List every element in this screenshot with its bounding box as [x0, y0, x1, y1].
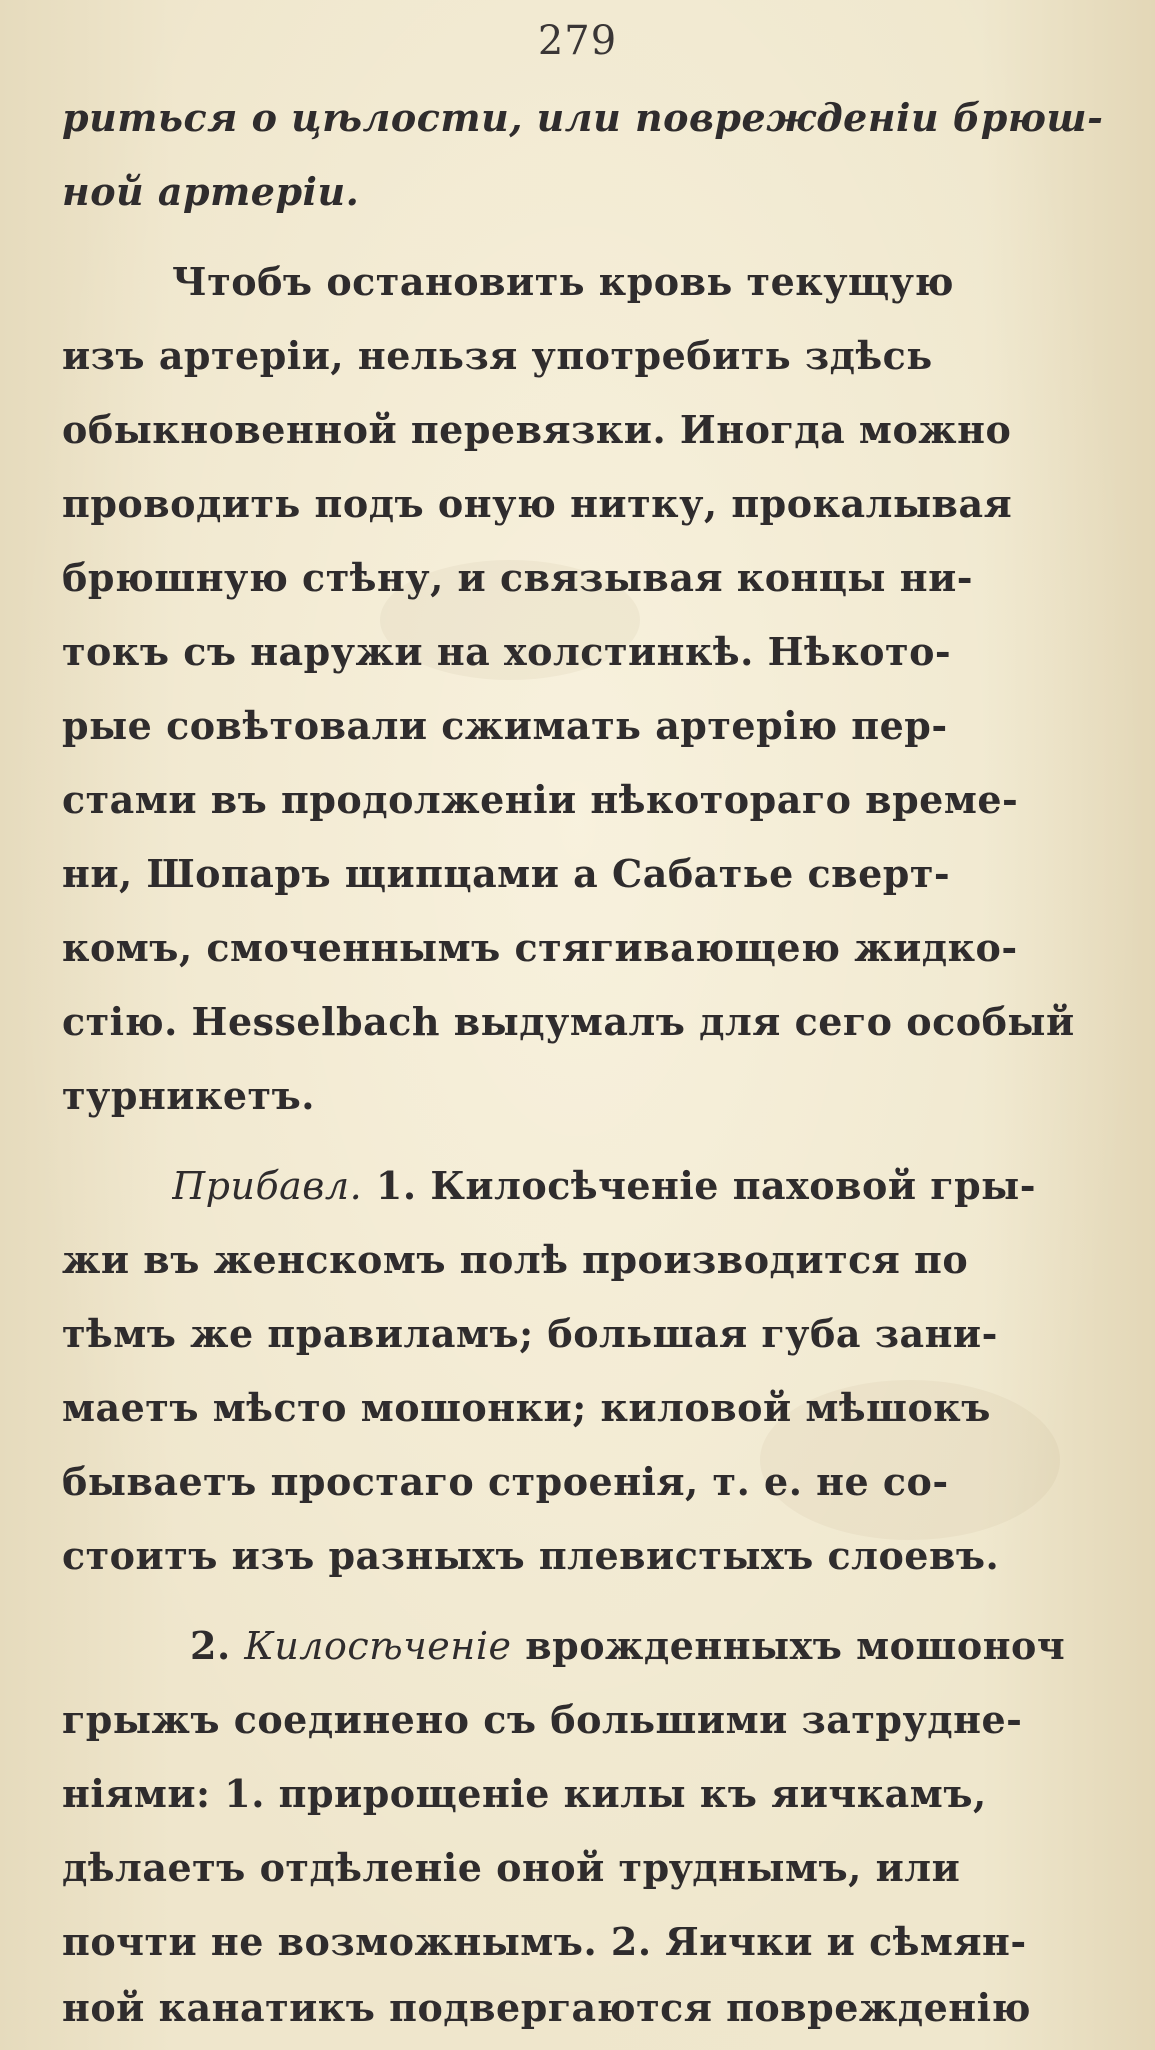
text-line: ни, Шопаръ щипцами а Сабатье сверт-	[62, 851, 951, 896]
text-line: обыкновенной перевязки. Иногда можно	[62, 407, 1012, 452]
text-line: тѣмъ же правиламъ; большая губа зани-	[62, 1311, 998, 1356]
text-line: маетъ мѣсто мошонки; киловой мѣшокъ	[62, 1385, 991, 1430]
text-line: стами въ продолженіи нѣкотораго време-	[62, 777, 1019, 822]
text-line: рые совѣтовали сжимать артерію пер-	[62, 703, 948, 748]
text-line: риться о цѣлости, или поврежденіи брюш-	[62, 95, 1104, 140]
text-line: дѣлаетъ отдѣленіе оной трyднымъ, или	[62, 1845, 961, 1890]
text-line: проводить подъ оную нитку, прокалывая	[62, 481, 1013, 526]
text-line: почти не возможнымъ. 2. Яички и сѣмян-	[62, 1919, 1027, 1964]
italic-term: Прибавл.	[172, 1164, 363, 1208]
italic-term: Килосѣченіе	[244, 1624, 512, 1668]
text-line: брюшную стѣну, и связывая концы ни-	[62, 555, 974, 600]
text-line: ной артеріи.	[62, 169, 360, 214]
text-line: ніями: 1. прирощеніе килы къ яичкамъ,	[62, 1771, 987, 1816]
text-line: токъ съ наружи на холстинкѣ. Нѣкото-	[62, 629, 952, 674]
text-line: стоитъ изъ разныхъ плевистыхъ слоевъ.	[62, 1533, 1000, 1578]
text-line: бываетъ простаго строенія, т. е. не со-	[62, 1459, 949, 1504]
text-line: изъ артеріи, нельзя употребить здѣсь	[62, 333, 933, 378]
text-line: Прибавл. 1. Килосѣченіе паховой гры-	[172, 1163, 1037, 1208]
text-line: ной канатикъ подвергаются поврежденію	[62, 1985, 1032, 2030]
page-number: 279	[537, 18, 618, 64]
text-line: комъ, смоченнымъ стягивающею жидко-	[62, 925, 1018, 970]
text-line: грыжъ соединено съ большими затрудне-	[62, 1697, 1023, 1742]
text-line: Чтобъ остановить кровь текущую	[172, 259, 954, 304]
text-line: жи въ женскомъ полѣ производится по	[62, 1237, 969, 1282]
text-line: 2. Килосѣченіе врожденныхъ мошоноч	[190, 1623, 1066, 1668]
text-line: стію. Hesselbach выдумалъ для сего особый	[62, 999, 1075, 1044]
text-line: турникетъ.	[62, 1073, 315, 1118]
